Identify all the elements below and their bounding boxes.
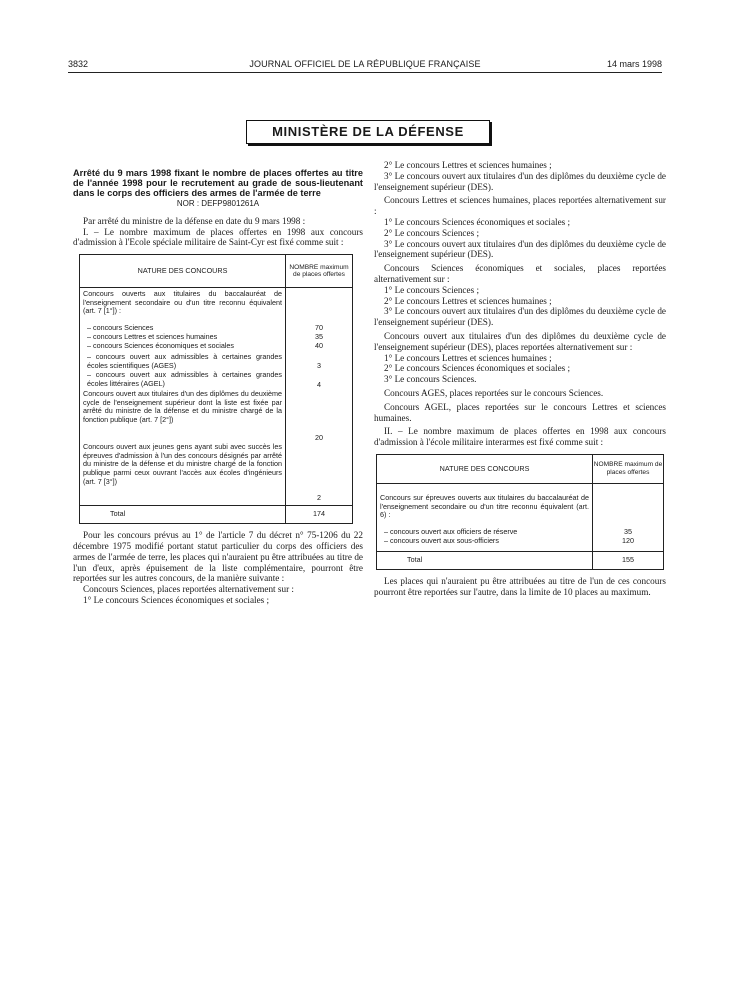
table-row-value: 2 [317, 493, 321, 503]
right-paragraph: Concours Sciences économiques et sociales, places reportées alternativement sur : [374, 263, 666, 284]
table-row-value: 3 [317, 361, 321, 371]
arrete-title: Arrêté du 9 mars 1998 fixant le nombre de places offertes au titre de l'année 1998 pour le recrutement au grade de sous-lieutenant dans le corps des officiers des armes de l'armée de terre [73, 168, 363, 198]
table-body-row [80, 288, 353, 506]
right-paragraph: Concours Lettres et sciences humaines, places reportées alternativement sur : [374, 195, 666, 217]
right-paragraph: II. – Le nombre maximum de places offertes en 1998 aux concours d'admission à l'école militaire interarmes est fixé comme suit : [374, 426, 666, 448]
table-row-label: Concours ouvert aux titulaires d'un des diplômes du deuxième cycle de l'enseignement supérieur dont la liste est fixée par arrêté du ministre de la défense et du ministre chargé de la fonction publique (art. 7 [2°]) [83, 389, 282, 424]
issue-date: 14 mars 1998 [606, 59, 662, 69]
table-row-value: 20 [315, 433, 323, 443]
table-row-value [593, 484, 663, 528]
table-row-value: 4 [317, 380, 321, 390]
left-paragraph-item: 1° Le concours Sciences économiques et sociales ; [83, 594, 270, 605]
table-row-value: 70 [315, 323, 323, 333]
table-row-label: – concours ouvert aux admissibles à certaines grandes écoles scientifiques (AGES) [87, 352, 282, 370]
table-body-row [377, 483, 664, 551]
right-paragraph: 1° Le concours Sciences ; [384, 284, 480, 295]
table-labels-cell [377, 483, 593, 551]
table-row-label: – concours ouvert aux officiers de réserve [384, 526, 518, 536]
right-paragraph: 3° Le concours ouvert aux titulaires d'un des diplômes du deuxième cycle de l'enseignement supérieur (DES). [374, 170, 666, 192]
nor-reference: NOR : DEFP9801261A [176, 199, 260, 208]
total-value: 174 [286, 506, 353, 524]
header-rule [68, 72, 662, 73]
table-row-label: – concours Lettres et sciences humaines [87, 332, 218, 342]
table-row-label: – concours Sciences [87, 323, 154, 333]
page-header [68, 57, 662, 71]
right-paragraph: Concours AGEL, places reportées sur le concours Lettres et sciences humaines. [374, 401, 666, 423]
total-label: Total [80, 506, 286, 524]
right-paragraph: 2° Le concours Sciences ; [384, 227, 480, 238]
right-paragraph: 3° Le concours Sciences. [384, 374, 477, 385]
column-header-nombre: NOMBRE maximum de places offertes [286, 255, 353, 288]
column-header-nombre: NOMBRE maximum de places offertes [593, 454, 664, 483]
table-total-row [80, 506, 353, 524]
right-column [374, 160, 666, 598]
journal-title: JOURNAL OFFICIEL DE LA RÉPUBLIQUE FRANÇAISE [249, 59, 481, 69]
table-total-row [377, 551, 664, 569]
right-paragraph: 3° Le concours ouvert aux titulaires d'un des diplômes du deuxième cycle de l'enseignement supérieur (DES). [374, 306, 666, 328]
right-paragraph: 2° Le concours Sciences économiques et sociales ; [384, 363, 571, 374]
final-paragraph: Les places qui n'auraient pu être attribuées au titre de l'un de ces concours pourront être reportées sur l'autre, dans la limite de 10 places au maximum. [374, 575, 666, 597]
right-paragraph: 1° Le concours Sciences économiques et sociales ; [384, 216, 571, 227]
table-labels-cell [80, 288, 286, 506]
table-header-row [377, 454, 664, 483]
table-row-label: – concours ouvert aux admissibles à certaines grandes écoles littéraires (AGEL) [87, 370, 282, 388]
table-row-value: 35 [624, 526, 632, 536]
right-paragraph: 2° Le concours Lettres et sciences humaines ; [384, 160, 552, 170]
table-row-value: 40 [315, 341, 323, 351]
table-ecole-saint-cyr [79, 254, 353, 524]
total-value: 155 [593, 551, 664, 569]
table-values-cell [593, 483, 664, 551]
left-paragraph-sciences: Concours Sciences, places reportées alternativement sur : [83, 584, 294, 595]
right-paragraph: 2° Le concours Lettres et sciences humaines ; [384, 295, 552, 306]
ministry-heading: MINISTÈRE DE LA DÉFENSE [246, 120, 490, 144]
left-column [73, 168, 363, 606]
table-row-label: – concours ouvert aux sous-officiers [384, 535, 499, 545]
right-paragraph: 3° Le concours ouvert aux titulaires d'un des diplômes du deuxième cycle de l'enseignement supérieur (DES). [374, 238, 666, 260]
table-values-cell [286, 288, 353, 506]
column-header-nature: NATURE DES CONCOURS [80, 255, 286, 288]
column-header-nature: NATURE DES CONCOURS [377, 454, 593, 483]
table-ecole-interarmes [376, 454, 664, 570]
table-row-label: Concours sur épreuves ouverts aux titulaires du baccalauréat de l'enseignement secondaire ou d'un titre reconnu équivalent (art. 6) : [380, 492, 589, 520]
table-row-value: 120 [622, 535, 634, 545]
page-number: 3832 [68, 59, 89, 69]
right-paragraph: Concours ouvert aux titulaires d'un des diplômes du deuxième cycle de l'enseignement supérieur (DES), places reportées alternativement sur : [374, 330, 666, 352]
arrete-paragraph-1: I. – Le nombre maximum de places offertes en 1998 aux concours d'admission à l'Ecole spéciale militaire de Saint-Cyr est fixé comme suit : [73, 226, 363, 248]
left-paragraph-report: Pour les concours prévus au 1° de l'article 7 du décret n° 75-1206 du 22 décembre 1975 modifié portant statut particulier du corps des officiers des armes de l'armée de terre, les places qui n'auraient pu être attribuées au titre de l'un d'eux, après épuisement de la liste complémentaire, pourront être reportées sur les autres concours, de la manière suivante : [73, 530, 363, 584]
table-header-row [80, 255, 353, 288]
table-row-label: – concours Sciences économiques et sociales [87, 341, 235, 351]
table-row-label: Concours ouverts aux titulaires du baccalauréat de l'enseignement secondaire ou d'un titre reconnu équivalent (art. 7 [1°]) : [83, 289, 282, 316]
right-paragraph: 1° Le concours Lettres et sciences humaines ; [384, 352, 552, 363]
table-row-label: Concours ouvert aux jeunes gens ayant subi avec succès les épreuves d'admission à l'un des concours désignés par arrêté du ministre de la défense et du ministre chargé de la fonction publique parmi ceux ouvrant l'accès aux écoles d'ingénieurs (art. 7 [3°]) [83, 442, 282, 486]
arrete-intro: Par arrêté du ministre de la défense en date du 9 mars 1998 : [83, 215, 306, 226]
right-paragraph: Concours AGES, places reportées sur le concours Sciences. [384, 387, 604, 398]
table-row-value: 35 [315, 332, 323, 342]
total-label: Total [377, 551, 593, 569]
table-row-value [286, 288, 352, 324]
